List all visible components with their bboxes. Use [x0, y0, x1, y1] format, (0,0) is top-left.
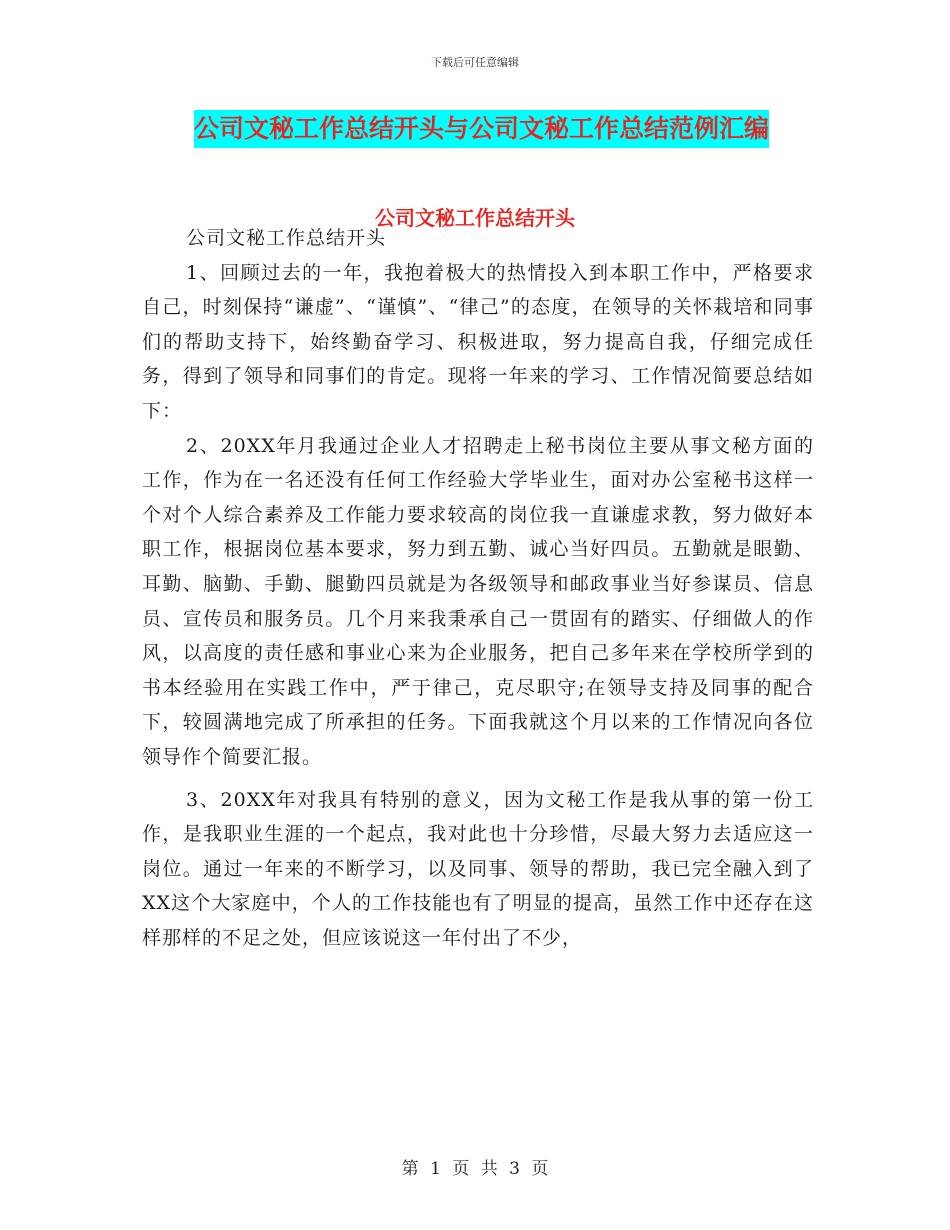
- document-body: [142, 221, 814, 955]
- section-title: 公司文秘工作总结开头: [375, 206, 575, 230]
- paragraph-3: 3、20XX年对我具有特别的意义，因为文秘工作是我从事的第一份工作，是我职业生涯的一个起点，我对此也十分珍惜，尽最大努力去适应这一岗位。通过一年来的不断学习，以及同事、领导的帮助，我已完全融入到了XX这个大家庭中，个人的工作技能也有了明显的提高，虽然工作中还存在这样那样的不足之处，但应该说这一年付出了不少，: [142, 788, 814, 949]
- paragraph-1: 1、回顾过去的一年，我抱着极大的热情投入到本职工作中，严格要求自己，时刻保持“谦虚”、“谨慎”、“律己”的态度，在领导的关怀栽培和同事们的帮助支持下，始终勤奋学习、积极进取，努力提高自我，仔细完成任务，得到了领导和同事们的肯定。现将一年来的学习、工作情况简要总结如下：: [142, 261, 814, 422]
- paragraph-intro: 公司文秘工作总结开头: [186, 227, 387, 249]
- document-main-title: 公司文秘工作总结开头与公司文秘工作总结范例汇编: [194, 110, 769, 148]
- paragraph-2: 2、20XX年月我通过企业人才招聘走上秘书岗位主要从事文秘方面的工作，作为在一名还没有任何工作经验大学毕业生，面对办公室秘书这样一个对个人综合素养及工作能力要求较高的岗位我一直谦虚求教，努力做好本职工作，根据岗位基本要求，努力到五勤、诚心当好四员。五勤就是眼勤、耳勤、脑勤、手勤、腿勤四员就是为各级领导和邮政事业当好参谋员、信息员、宣传员和服务员。几个月来我秉承自己一贯固有的踏实、仔细做人的作风，以高度的责任感和事业心来为企业服务，把自己多年来在学校所学到的书本经验用在实践工作中，严于律己，克尽职守;在领导支持及同事的配合下，较圆满地完成了所承担的任务。下面我就这个月以来的工作情况向各位领导作个简要汇报。: [142, 434, 814, 768]
- page-header: 下载后可任意编辑: [431, 56, 519, 69]
- page-number-footer: 第 1 页 共 3 页: [401, 1159, 549, 1179]
